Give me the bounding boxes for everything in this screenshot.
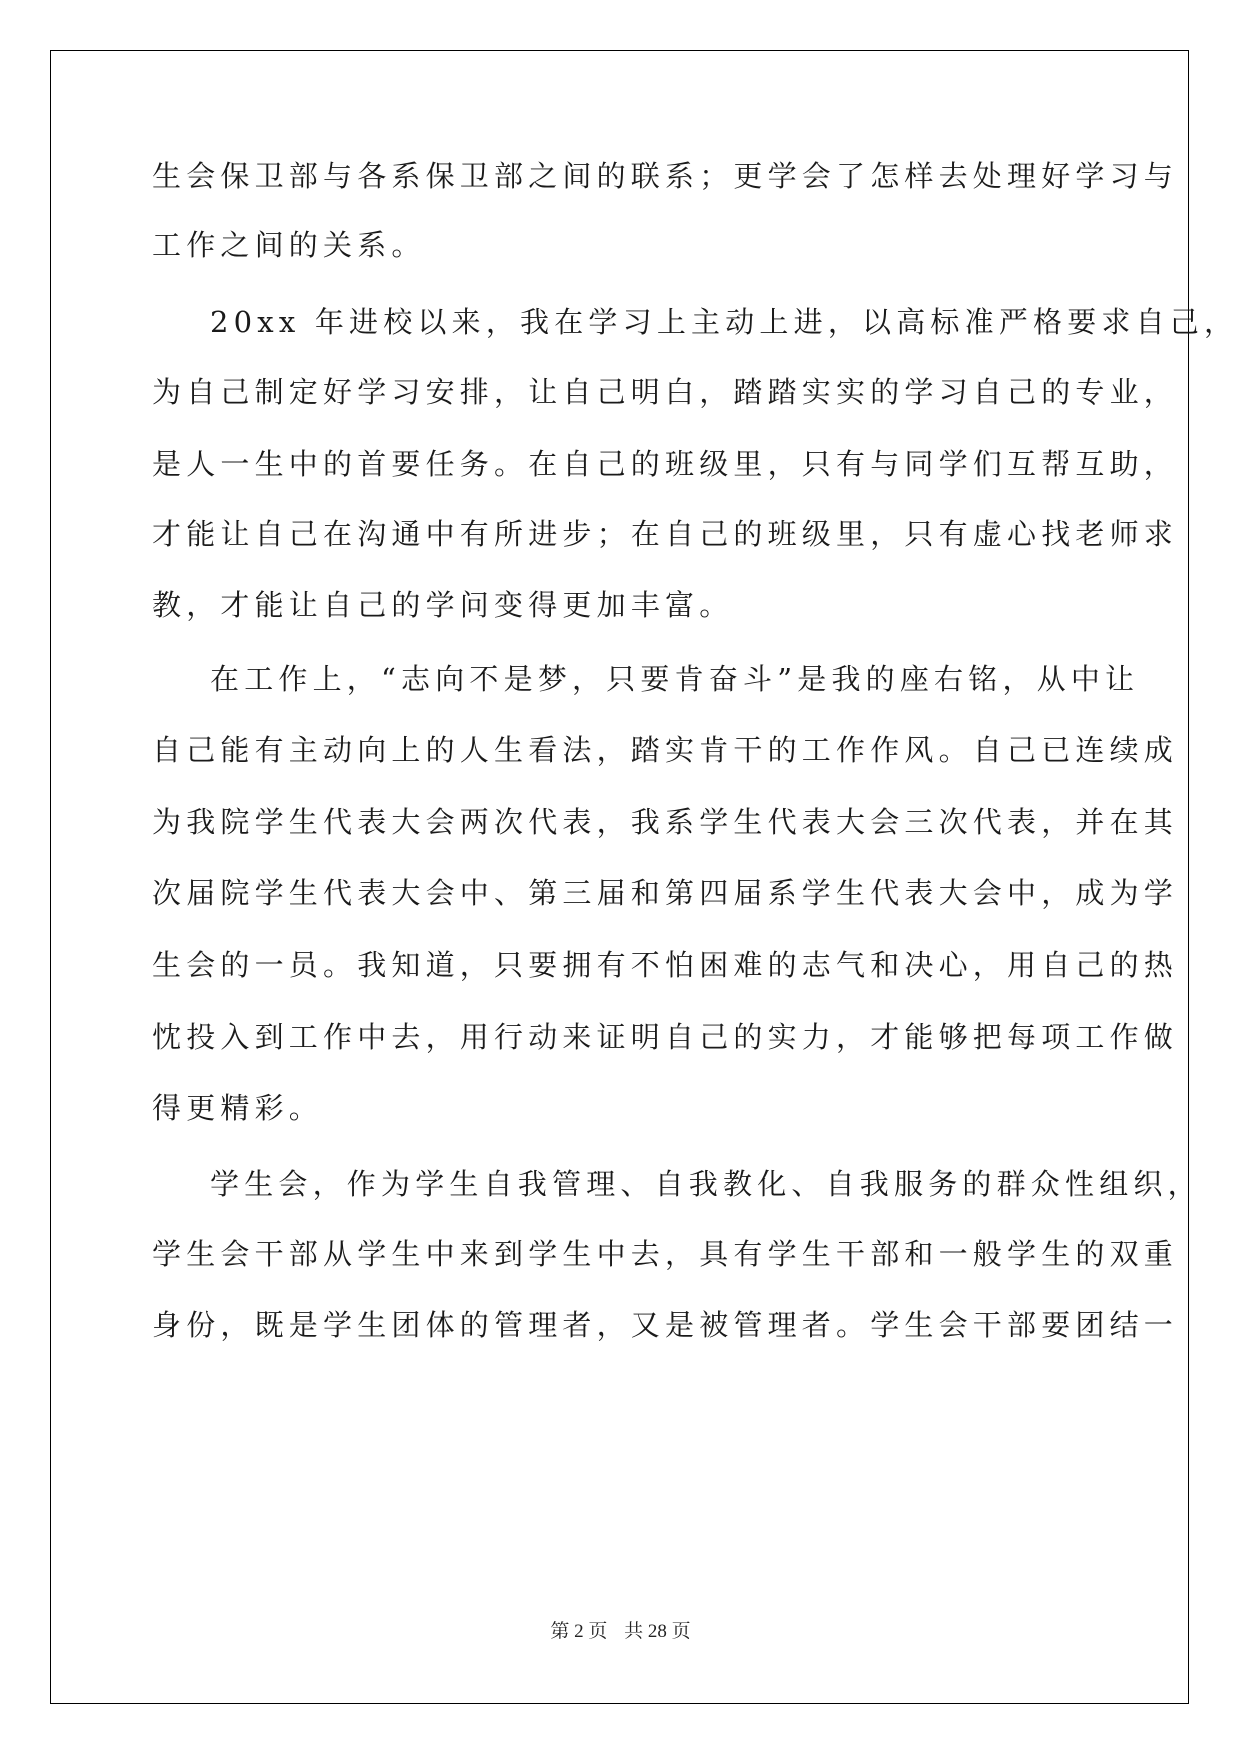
paragraph-line: 才能让自己在沟通中有所进步；在自己的班级里，只有虚心找老师求 (152, 517, 1179, 551)
paragraph-line: 在工作上，“志向不是梦，只要肯奋斗”是我的座右铭，从中让 (210, 662, 1140, 696)
paragraph-line: 自己能有主动向上的人生看法，踏实肯干的工作作风。自己已连续成 (152, 733, 1179, 767)
paragraph-line: 学生会，作为学生自我管理、自我教化、自我服务的群众性组织， (210, 1167, 1202, 1201)
paragraph-line: 20xx 年进校以来，我在学习上主动上进，以高标准严格要求自己， (210, 305, 1239, 339)
paragraph-line: 身份，既是学生团体的管理者，又是被管理者。学生会干部要团结一 (152, 1308, 1179, 1342)
page-footer (0, 1616, 1241, 1643)
paragraph-line: 学生会干部从学生中来到学生中去，具有学生干部和一般学生的双重 (152, 1237, 1179, 1271)
paragraph-line: 教，才能让自己的学问变得更加丰富。 (152, 588, 734, 622)
paragraph-line: 生会的一员。我知道，只要拥有不怕困难的志气和决心，用自己的热 (152, 948, 1179, 982)
paragraph-line: 次届院学生代表大会中、第三届和第四届系学生代表大会中，成为学 (152, 876, 1179, 910)
paragraph-line: 忱投入到工作中去，用行动来证明自己的实力，才能够把每项工作做 (152, 1020, 1179, 1054)
page-total: 共 28 页 (624, 1621, 691, 1642)
paragraph-line: 为我院学生代表大会两次代表，我系学生代表大会三次代表，并在其 (152, 805, 1179, 839)
paragraph-line: 是人一生中的首要任务。在自己的班级里，只有与同学们互帮互助， (152, 447, 1179, 481)
paragraph-line: 为自己制定好学习安排，让自己明白，踏踏实实的学习自己的专业， (152, 375, 1179, 409)
page-number: 第 2 页 (550, 1621, 608, 1642)
paragraph-line: 得更精彩。 (152, 1091, 324, 1125)
paragraph-line: 工作之间的关系。 (152, 228, 426, 262)
paragraph-line: 生会保卫部与各系保卫部之间的联系；更学会了怎样去处理好学习与 (152, 159, 1179, 193)
